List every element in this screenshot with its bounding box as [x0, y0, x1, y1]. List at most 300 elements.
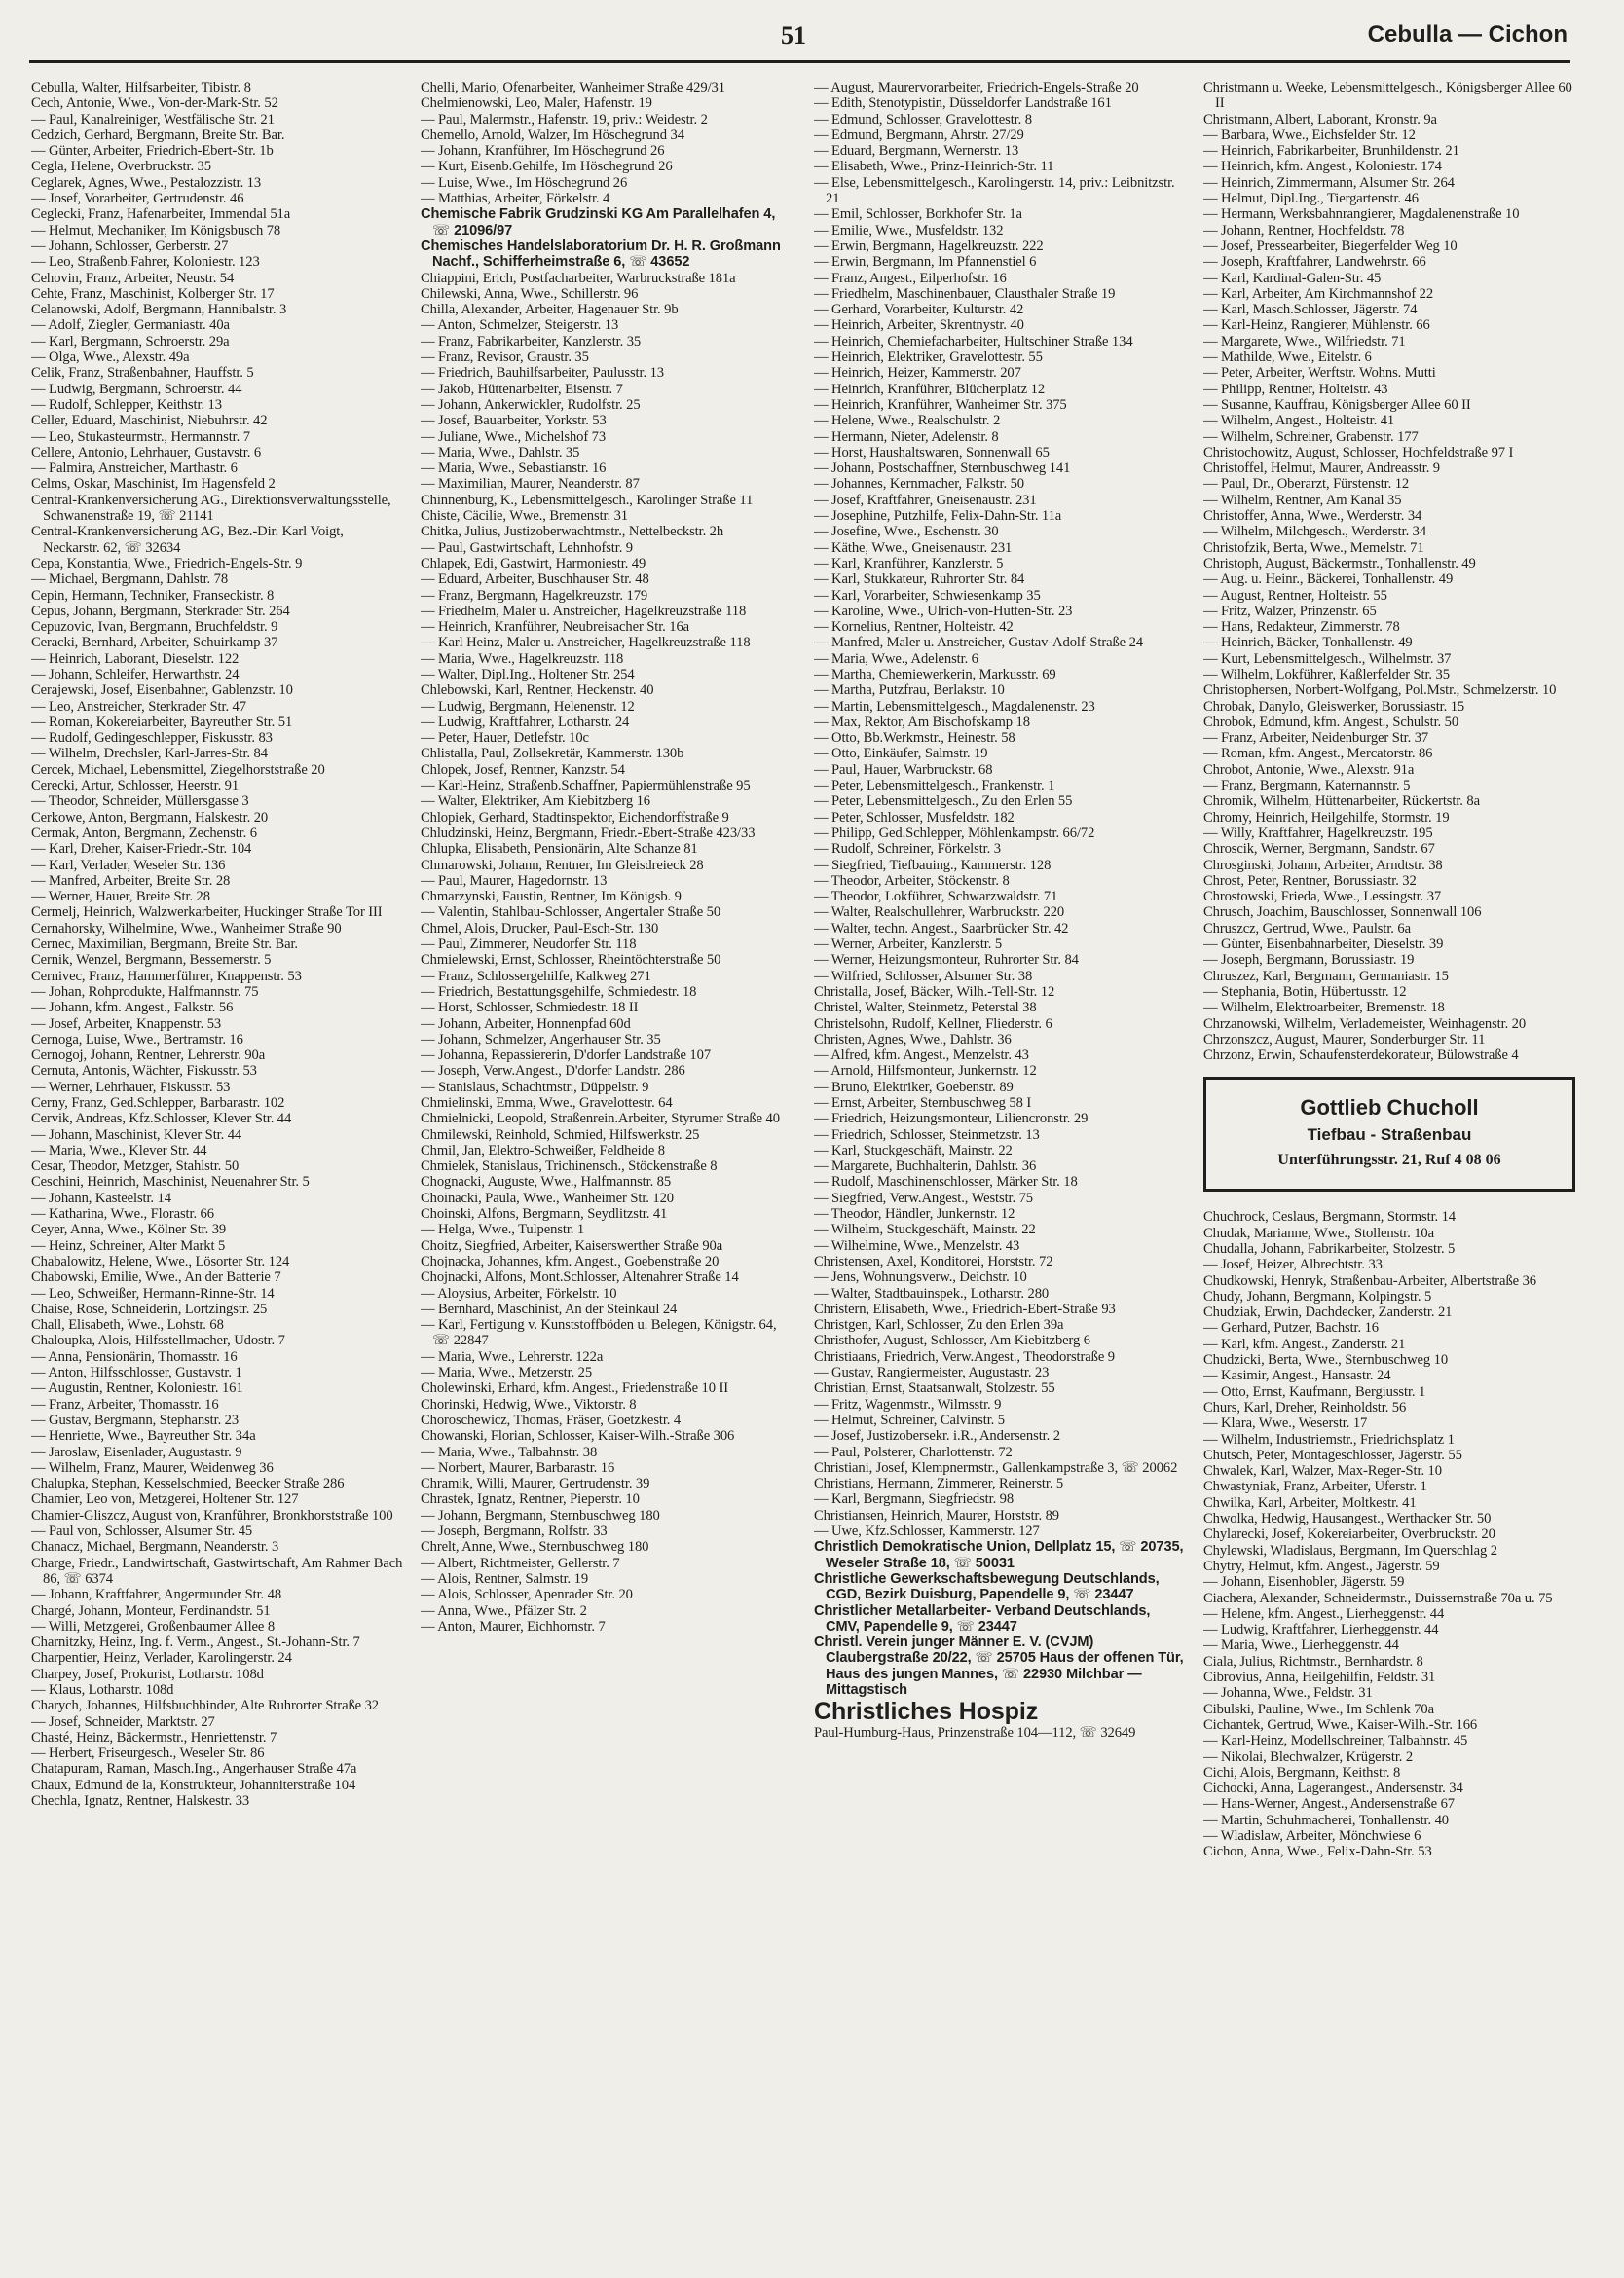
directory-entry: — Paul, Kanalreiniger, Westfälische Str. 21 — [31, 111, 275, 128]
directory-entry: — Josef, Heizer, Albrechtstr. 33 — [1203, 1257, 1383, 1273]
directory-entry: — Karl, Kranführer, Kanzlerstr. 5 — [814, 555, 1004, 571]
directory-entry: — Helene, kfm. Angest., Lierheggenstr. 44 — [1203, 1605, 1445, 1622]
directory-entry: — Barbara, Wwe., Eichsfelder Str. 12 — [1203, 127, 1416, 143]
directory-entry: — Paul, Maurer, Hagedornstr. 13 — [421, 872, 608, 889]
directory-entry: Christlicher Metallarbeiter- Verband Deutschlands, CMV, Papendelle 9, ☏ 23447 — [814, 1602, 1151, 1635]
directory-entry: — Peter, Lebensmittelgesch., Zu den Erlen 55 — [814, 793, 1073, 810]
directory-entry: — Norbert, Maurer, Barbarastr. 16 — [421, 1459, 615, 1476]
directory-entry: — Heinrich, Elektriker, Gravelottestr. 55 — [814, 349, 1043, 366]
directory-entry: — Juliane, Wwe., Michelshof 73 — [421, 428, 607, 445]
directory-entry: — Olga, Wwe., Alexstr. 49a — [31, 349, 190, 366]
directory-entry: — Josef, Pressearbeiter, Biegerfelder Weg 10 — [1203, 238, 1458, 254]
directory-entry: — Augustin, Rentner, Koloniestr. 161 — [31, 1380, 243, 1397]
directory-entry: Chalupka, Stephan, Kesselschmied, Beecker Straße 286 — [31, 1476, 345, 1492]
directory-entry: — August, Maurervorarbeiter, Friedrich-Engels-Straße 20 — [814, 80, 1139, 95]
directory-entry: Chmarowski, Johann, Rentner, Im Gleisdreieck 28 — [421, 857, 704, 873]
directory-entry: — Kasimir, Angest., Hansastr. 24 — [1203, 1368, 1391, 1384]
directory-entry: — Aloysius, Arbeiter, Förkelstr. 10 — [421, 1285, 617, 1302]
directory-entry: — Stephania, Botin, Hübertusstr. 12 — [1203, 983, 1407, 1000]
directory-entry: — Johann, Rentner, Hochfeldstr. 78 — [1203, 222, 1405, 239]
directory-entry: — Wilhelm, Schreiner, Grabenstr. 177 — [1203, 428, 1419, 445]
directory-entry: — Günter, Arbeiter, Friedrich-Ebert-Str. 1b — [31, 143, 274, 160]
advertisement-business: Tiefbau - Straßenbau — [1307, 1125, 1472, 1145]
directory-entry: Chechla, Ignatz, Rentner, Halskestr. 33 — [31, 1793, 250, 1810]
directory-entry: — Ernst, Arbeiter, Sternbuschweg 58 I — [814, 1095, 1032, 1111]
directory-entry: Cerecki, Artur, Schlosser, Heerstr. 91 — [31, 778, 240, 794]
directory-entry: Cichocki, Anna, Lagerangest., Andersenstr. 34 — [1203, 1781, 1463, 1797]
directory-entry: Chwolka, Hedwig, Hausangest., Werthacker Str. 50 — [1203, 1511, 1492, 1527]
directory-entry: Chlapek, Edi, Gastwirt, Harmoniestr. 49 — [421, 555, 646, 571]
directory-entry: — Rudolf, Schlepper, Keithstr. 13 — [31, 396, 222, 413]
directory-entry: — Henriette, Wwe., Bayreuther Str. 34a — [31, 1428, 256, 1445]
directory-entry: — Friedrich, Bestattungsgehilfe, Schmiedestr. 18 — [421, 983, 697, 1000]
directory-entry: Central-Krankenversicherung AG., Direktionsverwaltungsstelle, Schwanenstraße 19, ☏ 21141 — [31, 492, 391, 525]
directory-entry: Cernogoj, Johann, Rentner, Lehrerstr. 90a — [31, 1047, 266, 1064]
directory-entry: — Michael, Bergmann, Dahlstr. 78 — [31, 571, 229, 588]
directory-entry: Choroschewicz, Thomas, Fräser, Goetzkestr. 4 — [421, 1412, 682, 1428]
directory-entry: — Friedhelm, Maler u. Anstreicher, Hagelkreuzstraße 118 — [421, 603, 747, 619]
directory-entry: — Kornelius, Rentner, Holteistr. 42 — [814, 619, 1014, 636]
directory-entry: — Wilhelmine, Wwe., Menzelstr. 43 — [814, 1237, 1020, 1254]
directory-entry: — Heinrich, Zimmermann, Alsumer Str. 264 — [1203, 174, 1455, 191]
directory-entry: — Käthe, Wwe., Gneisenaustr. 231 — [814, 539, 1013, 556]
directory-entry: Chlopiek, Gerhard, Stadtinspektor, Eichendorffstraße 9 — [421, 809, 729, 826]
directory-entry: — Franz, Fabrikarbeiter, Kanzlerstr. 35 — [421, 333, 642, 349]
directory-entry: — Johann, Kraftfahrer, Angermunder Str. 48 — [31, 1587, 282, 1603]
directory-entry: — Helene, Wwe., Realschulstr. 2 — [814, 413, 1001, 429]
directory-entry: — Heinrich, Kranführer, Wanheimer Str. 375 — [814, 396, 1067, 413]
directory-entry: Cerkowe, Anton, Bergmann, Halskestr. 20 — [31, 809, 269, 826]
directory-entry: Chmarzynski, Faustin, Rentner, Im Königsb. 9 — [421, 889, 682, 905]
directory-entry: — Susanne, Kauffrau, Königsberger Allee 60 II — [1203, 396, 1471, 413]
directory-entry: — Wilhelm, Milchgesch., Werderstr. 34 — [1203, 524, 1427, 540]
directory-entry: Christoffel, Helmut, Maurer, Andreasstr. 9 — [1203, 460, 1440, 477]
directory-entry: Christliche Gewerkschaftsbewegung Deutschlands, CGD, Bezirk Duisburg, Papendelle 9, ☏ 23447 — [814, 1570, 1160, 1603]
directory-entry: — Helmut, Mechaniker, Im Königsbusch 78 — [31, 222, 281, 239]
directory-entry: — Johann, Kasteelstr. 14 — [31, 1190, 171, 1206]
directory-entry: Chaux, Edmund de la, Konstrukteur, Johanniterstraße 104 — [31, 1777, 356, 1793]
directory-entry: Chwilka, Karl, Arbeiter, Moltkestr. 41 — [1203, 1494, 1417, 1511]
directory-entry: Chognacki, Auguste, Wwe., Halfmannstr. 85 — [421, 1174, 672, 1191]
directory-entry: Chrelt, Anne, Wwe., Sternbuschweg 180 — [421, 1539, 649, 1556]
directory-entry: — Johan, Rohprodukte, Halfmannstr. 75 — [31, 983, 259, 1000]
directory-entry: — Werner, Hauer, Breite Str. 28 — [31, 889, 210, 905]
directory-entry: — Josef, Kraftfahrer, Gneisenaustr. 231 — [814, 492, 1037, 508]
directory-entry: — Franz, Arbeiter, Neidenburger Str. 37 — [1203, 730, 1429, 747]
directory-entry: Ceyer, Anna, Wwe., Kölner Str. 39 — [31, 1222, 227, 1238]
directory-entry: — Wilhelm, Franz, Maurer, Weidenweg 36 — [31, 1459, 274, 1476]
directory-entry: Chylarecki, Josef, Kokereiarbeiter, Overbruckstr. 20 — [1203, 1526, 1495, 1543]
directory-entry: Ceschini, Heinrich, Maschinist, Neuenahrer Str. 5 — [31, 1174, 310, 1191]
directory-entry: — Ludwig, Kraftfahrer, Lierheggenstr. 44 — [1203, 1622, 1439, 1638]
directory-entry: — Klara, Wwe., Weserstr. 17 — [1203, 1415, 1368, 1432]
directory-entry: — Willy, Kraftfahrer, Hagelkreuzstr. 195 — [1203, 825, 1433, 841]
directory-entry: Christiansen, Heinrich, Maurer, Horststr. 89 — [814, 1507, 1059, 1524]
directory-entry: — Philipp, Ged.Schlepper, Möhlenkampstr. 66/72 — [814, 825, 1095, 841]
directory-entry: — Hermann, Werksbahnrangierer, Magdalenenstraße 10 — [1203, 206, 1520, 223]
directory-entry: — Gustav, Bergmann, Stephanstr. 23 — [31, 1412, 240, 1428]
directory-entry: Chmielnicki, Leopold, Straßenrein.Arbeiter, Styrumer Straße 40 — [421, 1111, 780, 1127]
directory-entry: — Josef, Bauarbeiter, Yorkstr. 53 — [421, 413, 607, 429]
directory-entry: — Peter, Hauer, Detlefstr. 10c — [421, 730, 589, 747]
directory-entry: Chinnenburg, K., Lebensmittelgesch., Karolinger Straße 11 — [421, 492, 754, 508]
directory-entry: — Peter, Lebensmittelgesch., Frankenstr. 1 — [814, 778, 1055, 794]
directory-entry: — Adolf, Ziegler, Germaniastr. 40a — [31, 317, 230, 334]
directory-entry: — Eduard, Arbeiter, Buschhauser Str. 48 — [421, 571, 649, 588]
directory-entry: — Horst, Haushaltswaren, Sonnenwall 65 — [814, 444, 1050, 460]
directory-entry: — Theodor, Arbeiter, Stöckenstr. 8 — [814, 872, 1010, 889]
directory-entry: — Anna, Pensionärin, Thomasstr. 16 — [31, 1348, 238, 1365]
directory-entry: — Siegfried, Verw.Angest., Weststr. 75 — [814, 1190, 1033, 1206]
directory-entry: — Wilhelm, Industriemstr., Friedrichsplatz 1 — [1203, 1431, 1455, 1448]
directory-entry: Chramik, Willi, Maurer, Gertrudenstr. 39 — [421, 1476, 650, 1492]
directory-entry: Chabalowitz, Helene, Wwe., Lösorter Str. 124 — [31, 1253, 290, 1269]
directory-entry: Chroscik, Werner, Bergmann, Sandstr. 67 — [1203, 841, 1435, 858]
directory-entry: Chutsch, Peter, Montageschlosser, Jägerstr. 55 — [1203, 1447, 1462, 1463]
directory-entry: — Anna, Wwe., Pfälzer Str. 2 — [421, 1602, 587, 1619]
directory-entry: — Jakob, Hüttenarbeiter, Eisenstr. 7 — [421, 381, 623, 397]
advertisement-address: Unterführungsstr. 21, Ruf 4 08 06 — [1277, 1152, 1501, 1169]
directory-entry: Ceglecki, Franz, Hafenarbeiter, Immendal 51a — [31, 206, 291, 223]
column-2 — [421, 80, 793, 2268]
directory-entry: — Emilie, Wwe., Musfeldstr. 132 — [814, 222, 1004, 239]
directory-entry: Chemello, Arnold, Walzer, Im Höschegrund 34 — [421, 127, 684, 143]
directory-entry: — Günter, Eisenbahnarbeiter, Dieselstr. 39 — [1203, 937, 1444, 953]
directory-entry: — Friedhelm, Maschinenbauer, Clausthaler Straße 19 — [814, 285, 1116, 302]
directory-entry: Chlistalla, Paul, Zollsekretär, Kammerstr. 130b — [421, 746, 684, 762]
directory-entry: Cellere, Antonio, Lehrhauer, Gustavstr. 6 — [31, 444, 262, 460]
directory-entry: — Karl, Arbeiter, Am Kirchmannshof 22 — [1203, 285, 1434, 302]
directory-entry: — Werner, Arbeiter, Kanzlerstr. 5 — [814, 937, 1003, 953]
directory-entry: Chamier-Gliszcz, August von, Kranführer, Bronkhorststraße 100 — [31, 1507, 393, 1524]
directory-entry: — Maximilian, Maurer, Neanderstr. 87 — [421, 476, 640, 493]
directory-entry: Christelsohn, Rudolf, Kellner, Fliederstr. 6 — [814, 1015, 1052, 1032]
directory-entry: — Walter, Elektriker, Am Kiebitzberg 16 — [421, 793, 650, 810]
directory-entry: — Arnold, Hilfsmonteur, Junkernstr. 12 — [814, 1063, 1037, 1080]
directory-entry: Christoffer, Anna, Wwe., Werderstr. 34 — [1203, 508, 1422, 525]
directory-entry: Christen, Agnes, Wwe., Dahlstr. 36 — [814, 1031, 1012, 1047]
directory-entry: — Matthias, Arbeiter, Förkelstr. 4 — [421, 191, 610, 207]
directory-entry: — Martin, Lebensmittelgesch., Magdalenenstr. 23 — [814, 698, 1095, 715]
directory-entry: — Ludwig, Bergmann, Helenenstr. 12 — [421, 698, 635, 715]
directory-entry: Chrusch, Joachim, Bauschlosser, Sonnenwall 106 — [1203, 904, 1482, 921]
directory-entry: Chrobot, Antonie, Wwe., Alexstr. 91a — [1203, 761, 1415, 778]
directory-entry: Christiaans, Friedrich, Verw.Angest., Theodorstraße 9 — [814, 1348, 1115, 1365]
directory-entry: — Rudolf, Maschinenschlosser, Märker Str. 18 — [814, 1174, 1078, 1191]
directory-entry: — Peter, Arbeiter, Werftstr. Wohns. Mutti — [1203, 365, 1436, 382]
directory-entry: Christochowitz, August, Schlosser, Hochfeldstraße 97 I — [1203, 444, 1514, 460]
directory-entry: Ciachera, Alexander, Schneidermstr., Duissernstraße 70a u. 75 — [1203, 1590, 1553, 1606]
directory-entry: Ceglarek, Agnes, Wwe., Pestalozzistr. 13 — [31, 174, 262, 191]
directory-entry: — Johannes, Kernmacher, Falkstr. 50 — [814, 476, 1024, 493]
directory-entry: — Heinrich, Kranführer, Blücherplatz 12 — [814, 381, 1046, 397]
directory-entry: — Hermann, Nieter, Adelenstr. 8 — [814, 428, 999, 445]
directory-entry: — Johann, Ankerwickler, Rudolfstr. 25 — [421, 396, 641, 413]
directory-entry: Chanacz, Michael, Bergmann, Neanderstr. 3 — [31, 1539, 279, 1556]
directory-entry: — Martha, Chemiewerkerin, Markusstr. 69 — [814, 666, 1056, 682]
directory-entry: — Albert, Richtmeister, Gellerstr. 7 — [421, 1555, 620, 1571]
directory-entry: — Stanislaus, Schachtmstr., Düppelstr. 9 — [421, 1079, 649, 1095]
directory-entry: Chaloupka, Alois, Hilfsstellmacher, Udostr. 7 — [31, 1333, 285, 1349]
directory-entry: — Heinrich, Chemiefacharbeiter, Hultschiner Straße 134 — [814, 333, 1133, 349]
directory-entry: Choinski, Alfons, Bergmann, Seydlitzstr. 41 — [421, 1206, 668, 1223]
directory-entry: — Otto, Einkäufer, Salmstr. 19 — [814, 746, 988, 762]
directory-entry: Chabowski, Emilie, Wwe., An der Batterie 7 — [31, 1269, 281, 1286]
directory-entry: — Karl-Heinz, Straßenb.Schaffner, Papiermühlenstraße 95 — [421, 778, 751, 794]
directory-entry: Charnitzky, Heinz, Ing. f. Verm., Angest., St.-Johann-Str. 7 — [31, 1635, 360, 1651]
directory-entry: Christhofer, August, Schlosser, Am Kiebitzberg 6 — [814, 1333, 1090, 1349]
directory-entry: — Gustav, Rangiermeister, Augustastr. 23 — [814, 1365, 1050, 1381]
directory-entry: — Alfred, kfm. Angest., Menzelstr. 43 — [814, 1047, 1029, 1064]
directory-entry: Chudziak, Erwin, Dachdecker, Zanderstr. 21 — [1203, 1304, 1453, 1321]
directory-entry: — Anton, Hilfsschlosser, Gustavstr. 1 — [31, 1365, 242, 1381]
directory-entry: Celik, Franz, Straßenbahner, Hauffstr. 5 — [31, 365, 254, 382]
directory-entry: Chojnacki, Alfons, Mont.Schlosser, Altenahrer Straße 14 — [421, 1269, 739, 1286]
running-head: Cebulla — Cichon — [1367, 21, 1568, 48]
directory-entry: Cernahorsky, Wilhelmine, Wwe., Wanheimer Straße 90 — [31, 920, 342, 937]
directory-entry: — Wilhelm, Angest., Holteistr. 41 — [1203, 413, 1395, 429]
directory-entry: — Roman, kfm. Angest., Mercatorstr. 86 — [1203, 746, 1433, 762]
directory-entry: — Margarete, Buchhalterin, Dahlstr. 36 — [814, 1158, 1037, 1175]
directory-entry: — Heinrich, Heizer, Kammerstr. 207 — [814, 365, 1021, 382]
directory-entry: — Palmira, Anstreicher, Marthastr. 6 — [31, 460, 238, 477]
directory-entry: — Johann, Maschinist, Klever Str. 44 — [31, 1126, 242, 1143]
directory-entry: Cichantek, Gertrud, Wwe., Kaiser-Wilh.-Str. 166 — [1203, 1716, 1478, 1733]
directory-entry: — Karl, Kardinal-Galen-Str. 45 — [1203, 270, 1382, 286]
directory-entry: — Paul, Gastwirtschaft, Lehnhofstr. 9 — [421, 539, 634, 556]
directory-entry: — Heinrich, Arbeiter, Skrentnystr. 40 — [814, 317, 1024, 334]
directory-entry: Cesar, Theodor, Metzger, Stahlstr. 50 — [31, 1158, 240, 1175]
directory-entry: — Fritz, Wagenmstr., Wilmsstr. 9 — [814, 1396, 1002, 1413]
directory-entry: Christmann u. Weeke, Lebensmittelgesch., Königsberger Allee 60 II — [1203, 80, 1572, 112]
directory-entry: Christgen, Karl, Schlosser, Zu den Erlen 39a — [814, 1317, 1064, 1334]
directory-entry: — Paul von, Schlosser, Alsumer Str. 45 — [31, 1524, 253, 1540]
directory-entry: Chudzicki, Berta, Wwe., Sternbuschweg 10 — [1203, 1352, 1449, 1369]
directory-entry: Christofzik, Berta, Wwe., Memelstr. 71 — [1203, 539, 1424, 556]
directory-entry: — Maria, Wwe., Adelenstr. 6 — [814, 650, 978, 667]
directory-entry: — Paul, Zimmerer, Neudorfer Str. 118 — [421, 937, 637, 953]
directory-entry: — Maria, Wwe., Dahlstr. 35 — [421, 444, 580, 460]
directory-entry: Chilla, Alexander, Arbeiter, Hagenauer Str. 9b — [421, 302, 679, 318]
directory-entry: Cernivec, Franz, Hammerführer, Knappenstr. 53 — [31, 968, 302, 984]
directory-entry: — Anton, Schmelzer, Steigerstr. 13 — [421, 317, 619, 334]
column-4 — [1203, 80, 1575, 2268]
directory-entry: — Heinz, Schreiner, Alter Markt 5 — [31, 1237, 226, 1254]
directory-entry: — Paul, Dr., Oberarzt, Fürstenstr. 12 — [1203, 476, 1410, 493]
directory-entry: — Karl, Bergmann, Schroerstr. 29a — [31, 333, 230, 349]
directory-entry: — Alois, Rentner, Salmstr. 19 — [421, 1570, 589, 1587]
directory-entry: Ciala, Julius, Richtmstr., Bernhardstr. 8 — [1203, 1653, 1423, 1670]
directory-entry: — Wladislaw, Arbeiter, Mönchwiese 6 — [1203, 1827, 1421, 1844]
directory-entry: — Else, Lebensmittelgesch., Karolingerstr. 14, priv.: Leibnitzstr. 21 — [814, 174, 1175, 207]
directory-entry: — Maria, Wwe., Lierheggenstr. 44 — [1203, 1637, 1399, 1654]
directory-entry: Cibrovius, Anna, Heilgehilfin, Feldstr. 31 — [1203, 1670, 1436, 1686]
directory-entry: Cholewinski, Erhard, kfm. Angest., Friedenstraße 10 II — [421, 1380, 729, 1397]
directory-entry: — Heinrich, Bäcker, Tonhallenstr. 49 — [1203, 635, 1413, 651]
directory-entry: Chylewski, Wladislaus, Bergmann, Im Querschlag 2 — [1203, 1542, 1497, 1559]
directory-entry: — Karl, Vorarbeiter, Schwiesenkamp 35 — [814, 587, 1041, 604]
directory-entry: Celler, Eduard, Maschinist, Niebuhrstr. 42 — [31, 413, 268, 429]
directory-entry: — Edith, Stenotypistin, Düsseldorfer Landstraße 161 — [814, 95, 1112, 112]
directory-entry: Chludzinski, Heinz, Bergmann, Friedr.-Ebert-Straße 423/33 — [421, 825, 756, 841]
directory-entry: Chelmienowski, Leo, Maler, Hafenstr. 19 — [421, 95, 652, 112]
directory-entry: — Wilhelm, Drechsler, Karl-Jarres-Str. 84 — [31, 746, 268, 762]
directory-entry: Cermelj, Heinrich, Walzwerkarbeiter, Huckinger Straße Tor III — [31, 904, 383, 921]
directory-entry: Chmielek, Stanislaus, Trichinensch., Stöckenstraße 8 — [421, 1158, 718, 1175]
directory-entry: Cerajewski, Josef, Eisenbahner, Gablenzstr. 10 — [31, 682, 293, 699]
directory-entry: Chall, Elisabeth, Wwe., Lohstr. 68 — [31, 1317, 224, 1334]
directory-entry: Chmielewski, Ernst, Schlosser, Rheintöchterstraße 50 — [421, 952, 721, 969]
directory-entry: — Wilhelm, Elektroarbeiter, Bremenstr. 18 — [1203, 1000, 1445, 1016]
directory-entry: Cegla, Helene, Overbruckstr. 35 — [31, 159, 211, 175]
directory-entry: — Theodor, Lokführer, Schwarzwaldstr. 71 — [814, 889, 1058, 905]
directory-entry: Chruszcz, Gertrud, Wwe., Paulstr. 6a — [1203, 920, 1411, 937]
directory-entry: Christoph, August, Bäckermstr., Tonhallenstr. 49 — [1203, 555, 1476, 571]
column-1 — [31, 80, 403, 2268]
directory-entry: — Rudolf, Gedingeschlepper, Fiskusstr. 83 — [31, 730, 273, 747]
directory-entry: Cepuzovic, Ivan, Bergmann, Bruchfeldstr. 9 — [31, 619, 278, 636]
directory-entry: — Fritz, Walzer, Prinzenstr. 65 — [1203, 603, 1377, 619]
directory-entry: Chromy, Heinrich, Heilgehilfe, Stormstr. 19 — [1203, 809, 1450, 826]
directory-entry: — Karl-Heinz, Modellschreiner, Talbahnstr. 45 — [1203, 1733, 1468, 1749]
directory-entry: Chudak, Marianne, Wwe., Stollenstr. 10a — [1203, 1225, 1434, 1241]
directory-entry: Charych, Johannes, Hilfsbuchbinder, Alte Ruhrorter Straße 32 — [31, 1698, 379, 1714]
directory-entry: Chrzonszcz, August, Maurer, Sonderburger Str. 11 — [1203, 1031, 1486, 1047]
directory-entry: — Hans, Redakteur, Zimmerstr. 78 — [1203, 619, 1400, 636]
directory-entry: — Friedrich, Bauhilfsarbeiter, Paulusstr. 13 — [421, 365, 664, 382]
directory-entry: — Maria, Wwe., Sebastianstr. 16 — [421, 460, 607, 477]
directory-entry: Chwalek, Karl, Walzer, Max-Reger-Str. 10 — [1203, 1463, 1442, 1480]
directory-entry: — Valentin, Stahlbau-Schlosser, Angertaler Straße 50 — [421, 904, 721, 921]
directory-entry: — Karl, Bergmann, Siegfriedstr. 98 — [814, 1491, 1015, 1508]
directory-entry: — Roman, Kokereiarbeiter, Bayreuther Str. 51 — [31, 714, 293, 730]
directory-entry: — Rudolf, Schreiner, Förkelstr. 3 — [814, 841, 1001, 858]
directory-entry: — Ludwig, Kraftfahrer, Lotharstr. 24 — [421, 714, 630, 730]
directory-entry: — Wilhelm, Lokführer, Kaßlerfelder Str. 35 — [1203, 666, 1450, 682]
directory-entry: Chruszez, Karl, Bergmann, Germaniastr. 15 — [1203, 968, 1449, 984]
directory-entry: Chamier, Leo von, Metzgerei, Holtener Str. 127 — [31, 1491, 299, 1508]
directory-entry: — Klaus, Lotharstr. 108d — [31, 1681, 174, 1698]
directory-entry: Celms, Oskar, Maschinist, Im Hagensfeld 2 — [31, 476, 276, 493]
directory-entry: — Heinrich, Laborant, Dieselstr. 122 — [31, 650, 240, 667]
directory-entry: — Peter, Schlosser, Musfeldstr. 182 — [814, 809, 1015, 826]
directory-entry: — Max, Rektor, Am Bischofskamp 18 — [814, 714, 1030, 730]
directory-entry: — Walter, Stadtbauinspek., Lotharstr. 280 — [814, 1285, 1050, 1302]
directory-entry: — Erwin, Bergmann, Hagelkreuzstr. 222 — [814, 238, 1044, 254]
directory-entry: Chiappini, Erich, Postfacharbeiter, Warbruckstraße 181a — [421, 270, 736, 286]
directory-entry: — Edmund, Schlosser, Gravelottestr. 8 — [814, 111, 1032, 128]
directory-entry: Charge, Friedr., Landwirtschaft, Gastwirtschaft, Am Rahmer Bach 86, ☏ 6374 — [31, 1555, 403, 1587]
header-rule — [29, 60, 1570, 63]
directory-entry: Cerny, Franz, Ged.Schlepper, Barbarastr. 102 — [31, 1095, 285, 1111]
directory-entry: — Manfred, Arbeiter, Breite Str. 28 — [31, 872, 231, 889]
directory-entry: — Johann, Schmelzer, Angerhauser Str. 35 — [421, 1031, 661, 1047]
directory-entry: — Elisabeth, Wwe., Prinz-Heinrich-Str. 11 — [814, 159, 1054, 175]
directory-entry: Cibulski, Pauline, Wwe., Im Schlenk 70a — [1203, 1701, 1435, 1717]
directory-entry: Chrobok, Edmund, kfm. Angest., Schulstr. 50 — [1203, 714, 1459, 730]
directory-entry: Central-Krankenversicherung AG, Bez.-Dir. Karl Voigt, Neckarstr. 62, ☏ 32634 — [31, 524, 344, 556]
directory-entry: — Willi, Metzgerei, Großenbaumer Allee 8 — [31, 1618, 276, 1635]
directory-entry: — Mathilde, Wwe., Eitelstr. 6 — [1203, 349, 1372, 366]
directory-entry: — Karl, Stuckgeschäft, Mainstr. 22 — [814, 1142, 1013, 1158]
directory-entry: Chaise, Rose, Schneiderin, Lortzingstr. 25 — [31, 1301, 268, 1317]
directory-entry: — Friedrich, Heizungsmonteur, Liliencronstr. 29 — [814, 1111, 1089, 1127]
directory-entry: — Wilhelm, Rentner, Am Kanal 35 — [1203, 492, 1402, 508]
directory-entry: — Herbert, Friseurgesch., Weseler Str. 86 — [31, 1745, 265, 1762]
directory-entry: — Otto, Ernst, Kaufmann, Bergiusstr. 1 — [1203, 1383, 1426, 1400]
directory-entry: — Heinrich, kfm. Angest., Koloniestr. 174 — [1203, 159, 1442, 175]
directory-entry: — Karoline, Wwe., Ulrich-von-Hutten-Str. 23 — [814, 603, 1073, 619]
directory-entry: Cernec, Maximilian, Bergmann, Breite Str. Bar. — [31, 937, 298, 953]
directory-entry: — Franz, Revisor, Graustr. 35 — [421, 349, 589, 366]
directory-entry: Cercek, Michael, Lebensmittel, Ziegelhorststraße 20 — [31, 761, 325, 778]
directory-entry: Cernuta, Antonis, Wächter, Fiskusstr. 53 — [31, 1063, 257, 1080]
directory-entry: Chrobak, Danylo, Gleiswerker, Borussiastr. 15 — [1203, 698, 1465, 715]
directory-entry: — Emil, Schlosser, Borkhofer Str. 1a — [814, 206, 1022, 223]
directory-entry: Christian, Ernst, Staatsanwalt, Stolzestr. 55 — [814, 1380, 1055, 1397]
directory-entry: — Gerhard, Putzer, Bachstr. 16 — [1203, 1320, 1380, 1337]
directory-entry: Chelli, Mario, Ofenarbeiter, Wanheimer Straße 429/31 — [421, 80, 725, 95]
directory-entry: — Johanna, Repassiererin, D'dorfer Landstraße 107 — [421, 1047, 712, 1064]
directory-entry: — Martin, Schuhmacherei, Tonhallenstr. 40 — [1203, 1812, 1449, 1828]
directory-entry: Christensen, Axel, Konditorei, Horststr. 72 — [814, 1253, 1053, 1269]
directory-entry: Churs, Karl, Dreher, Reinholdstr. 56 — [1203, 1399, 1407, 1415]
directory-entry: Chiste, Cäcilie, Wwe., Bremenstr. 31 — [421, 508, 628, 525]
directory-entry: — Josefine, Wwe., Eschenstr. 30 — [814, 524, 999, 540]
directory-entry: — Helmut, Schreiner, Calvinstr. 5 — [814, 1412, 1005, 1428]
directory-entry: — Josef, Arbeiter, Knappenstr. 53 — [31, 1015, 222, 1032]
directory-entry: — August, Rentner, Holteistr. 55 — [1203, 587, 1387, 604]
directory-entry: Chitka, Julius, Justizoberwachtmstr., Nettelbeckstr. 2h — [421, 524, 724, 540]
directory-entry: — Johann, Eisenhobler, Jägerstr. 59 — [1203, 1574, 1405, 1591]
directory-entry: — Johann, kfm. Angest., Falkstr. 56 — [31, 1000, 234, 1016]
directory-entry: — Katharina, Wwe., Florastr. 66 — [31, 1206, 214, 1223]
directory-entry: — Otto, Bb.Werkmstr., Heinestr. 58 — [814, 730, 1015, 747]
directory-entry: — Kurt, Eisenb.Gehilfe, Im Höschegrund 26 — [421, 159, 673, 175]
directory-entry: Christmann, Albert, Laborant, Kronstr. 9a — [1203, 111, 1437, 128]
directory-entry: — Maria, Wwe., Metzerstr. 25 — [421, 1365, 593, 1381]
directory-entry: Chemisches Handelslaboratorium Dr. H. R. Großmann Nachf., Schifferheimstraße 6, ☏ 43652 — [421, 238, 781, 271]
directory-entry: — Anton, Maurer, Eichhornstr. 7 — [421, 1618, 606, 1635]
directory-entry: — Karl-Heinz, Rangierer, Mühlenstr. 66 — [1203, 317, 1430, 334]
directory-entry: — Karl, Verlader, Weseler Str. 136 — [31, 857, 226, 873]
directory-entry: — Uwe, Kfz.Schlosser, Kammerstr. 127 — [814, 1524, 1040, 1540]
directory-entry: — Karl, kfm. Angest., Zanderstr. 21 — [1203, 1336, 1406, 1352]
directory-entry: — Johann, Postschaffner, Sternbuschweg 141 — [814, 460, 1071, 477]
directory-entry: — Ludwig, Bergmann, Schroerstr. 44 — [31, 381, 242, 397]
directory-entry: — Margarete, Wwe., Wilfriedstr. 71 — [1203, 333, 1406, 349]
directory-entry: — Leo, Schweißer, Hermann-Rinne-Str. 14 — [31, 1285, 275, 1302]
directory-entry: — Josef, Justizobersekr. i.R., Andersenstr. 2 — [814, 1428, 1060, 1445]
directory-entry: Cebulla, Walter, Hilfsarbeiter, Tibistr. 8 — [31, 80, 251, 95]
directory-entry: — Erwin, Bergmann, Im Pfannenstiel 6 — [814, 254, 1037, 271]
directory-entry: — Franz, Bergmann, Hagelkreuzstr. 179 — [421, 587, 648, 604]
directory-entry: Chrastek, Ignatz, Rentner, Pieperstr. 10 — [421, 1491, 640, 1508]
directory-entry: — Franz, Angest., Eilperhofstr. 16 — [814, 270, 1007, 286]
directory-entry: Choinacki, Paula, Wwe., Wanheimer Str. 120 — [421, 1190, 674, 1206]
directory-entry: Chrost, Peter, Rentner, Borussiastr. 32 — [1203, 872, 1417, 889]
directory-entry: Chlopek, Josef, Rentner, Kanzstr. 54 — [421, 761, 625, 778]
directory-entry: Christians, Hermann, Zimmerer, Reinerstr. 5 — [814, 1476, 1064, 1492]
advertisement-name: Gottlieb Chucholl — [1300, 1095, 1479, 1121]
directory-entry: — Joseph, Verw.Angest., D'dorfer Landstr. 286 — [421, 1063, 685, 1080]
directory-entry: — Heinrich, Kranführer, Neubreisacher Str. 16a — [421, 619, 690, 636]
directory-entry: — Karl Heinz, Maler u. Anstreicher, Hagelkreuzstraße 118 — [421, 635, 751, 651]
directory-entry: — Alois, Schlosser, Apenrader Str. 20 — [421, 1587, 633, 1603]
directory-entry: — Maria, Wwe., Lehrerstr. 122a — [421, 1348, 604, 1365]
directory-entry: Chilewski, Anna, Wwe., Schillerstr. 96 — [421, 285, 639, 302]
directory-entry: — Heinrich, Fabrikarbeiter, Brunhildenstr. 21 — [1203, 143, 1459, 160]
